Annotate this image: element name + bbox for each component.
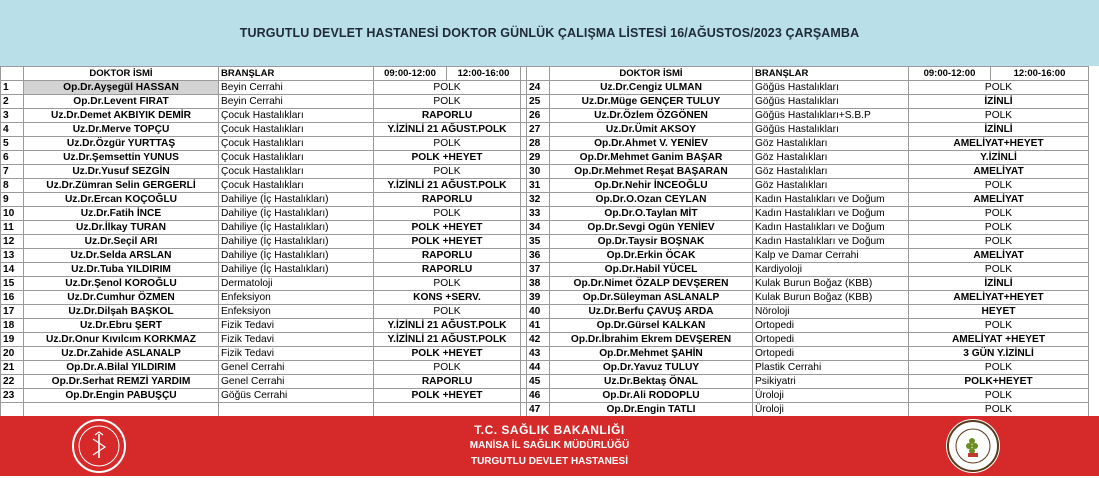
branch-cell[interactable]: Göğüs Hastalıkları xyxy=(753,123,909,137)
branch-cell[interactable]: Beyin Cerrahi xyxy=(219,81,374,95)
row-number[interactable]: 43 xyxy=(527,347,550,361)
doctor-name-cell[interactable]: Uz.Dr.Yusuf SEZGİN xyxy=(24,165,219,179)
schedule-cell[interactable]: AMELİYAT+HEYET xyxy=(909,137,1089,151)
branch-cell[interactable]: Göğüs Cerrahi xyxy=(219,389,374,403)
table-row xyxy=(1,291,1089,305)
schedule-cell[interactable]: POLK xyxy=(909,361,1089,375)
row-number[interactable]: 1 xyxy=(1,81,24,95)
schedule-cell[interactable]: POLK xyxy=(909,207,1089,221)
branch-cell[interactable]: Göz Hastalıkları xyxy=(753,137,909,151)
branch-cell[interactable]: Kalp ve Damar Cerrahi xyxy=(753,249,909,263)
schedule-cell[interactable]: AMELİYAT xyxy=(909,249,1089,263)
branch-cell[interactable]: Kardiyoloji xyxy=(753,263,909,277)
schedule-cell[interactable]: POLK xyxy=(374,137,521,151)
schedule-cell[interactable]: POLK xyxy=(374,361,521,375)
branch-cell[interactable]: Dahiliye (İç Hastalıkları) xyxy=(219,249,374,263)
doctor-name-cell[interactable]: Op.Dr.Mehmet ŞAHİN xyxy=(550,347,753,361)
branch-cell[interactable] xyxy=(219,403,374,417)
doctor-name-cell[interactable]: Op.Dr.Mehmet Reşat BAŞARAN xyxy=(550,165,753,179)
doctor-name-cell[interactable]: Uz.Dr.Demet AKBIYIK DEMİR xyxy=(24,109,219,123)
footer-banner xyxy=(0,416,1099,476)
row-number[interactable]: 30 xyxy=(527,165,550,179)
table-row xyxy=(1,123,1089,137)
header-branch: BRANŞLAR xyxy=(219,67,374,81)
row-number[interactable]: 6 xyxy=(1,151,24,165)
branch-cell[interactable]: Göğüs Hastalıkları xyxy=(753,81,909,95)
table-row xyxy=(1,165,1089,179)
branch-cell[interactable]: Göz Hastalıkları xyxy=(753,179,909,193)
doctor-name-cell[interactable]: Uz.Dr.Cengiz ULMAN xyxy=(550,81,753,95)
row-number[interactable]: 47 xyxy=(527,403,550,417)
row-number[interactable]: 14 xyxy=(1,263,24,277)
table-row xyxy=(1,193,1089,207)
schedule-table xyxy=(0,66,1089,417)
branch-cell[interactable]: Dahiliye (İç Hastalıkları) xyxy=(219,193,374,207)
branch-cell[interactable]: Enfeksiyon xyxy=(219,305,374,319)
doctor-name-cell[interactable]: Op.Dr.Gürsel KALKAN xyxy=(550,319,753,333)
table-row xyxy=(1,207,1089,221)
schedule-cell[interactable]: AMELİYAT xyxy=(909,193,1089,207)
branch-cell[interactable]: Ortopedi xyxy=(753,333,909,347)
row-number[interactable]: 21 xyxy=(1,361,24,375)
schedule-cell[interactable]: RAPORLU xyxy=(374,375,521,389)
row-number[interactable]: 4 xyxy=(1,123,24,137)
schedule-cell[interactable]: İZİNLİ xyxy=(909,95,1089,109)
row-number[interactable]: 16 xyxy=(1,291,24,305)
schedule-cell[interactable]: POLK xyxy=(909,403,1089,417)
schedule-cell[interactable]: POLK xyxy=(374,95,521,109)
schedule-cell[interactable]: POLK xyxy=(909,179,1089,193)
header-afternoon: 12:00-16:00 xyxy=(991,67,1089,81)
header-morning: 09:00-12:00 xyxy=(374,67,447,81)
branch-cell[interactable]: Genel Cerrahi xyxy=(219,375,374,389)
doctor-name-cell[interactable]: Op.Dr.Nehir İNCEOĞLU xyxy=(550,179,753,193)
row-number[interactable]: 26 xyxy=(527,109,550,123)
hospital-logo-icon xyxy=(946,419,1000,473)
row-number[interactable]: 32 xyxy=(527,193,550,207)
table-row xyxy=(1,95,1089,109)
doctor-name-cell[interactable]: Uz.Dr.Özlem ÖZGÖNEN xyxy=(550,109,753,123)
branch-cell[interactable]: Fizik Tedavi xyxy=(219,319,374,333)
doctor-name-cell[interactable]: Op.Dr.Ayşegül HASSAN xyxy=(24,81,219,95)
doctor-name-cell[interactable]: Uz.Dr.Özgür YURTTAŞ xyxy=(24,137,219,151)
row-number[interactable]: 5 xyxy=(1,137,24,151)
table-row xyxy=(1,221,1089,235)
row-number[interactable]: 45 xyxy=(527,375,550,389)
schedule-cell[interactable]: RAPORLU xyxy=(374,193,521,207)
branch-cell[interactable]: Fizik Tedavi xyxy=(219,333,374,347)
schedule-cell[interactable]: POLK xyxy=(374,305,521,319)
doctor-name-cell[interactable]: Uz.Dr.Tuba YILDIRIM xyxy=(24,263,219,277)
row-number[interactable]: 23 xyxy=(1,389,24,403)
doctor-name-cell[interactable]: Uz.Dr.Zahide ASLANALP xyxy=(24,347,219,361)
table-row xyxy=(1,389,1089,403)
schedule-cell[interactable]: POLK xyxy=(909,221,1089,235)
row-number[interactable]: 17 xyxy=(1,305,24,319)
schedule-cell[interactable]: Y.İZİNLİ 21 AĞUST.POLK xyxy=(374,333,521,347)
doctor-name-cell[interactable]: Op.Dr.Taysir BOŞNAK xyxy=(550,235,753,249)
branch-cell[interactable]: Üroloji xyxy=(753,389,909,403)
branch-cell[interactable]: Ortopedi xyxy=(753,347,909,361)
doctor-name-cell[interactable]: Uz.Dr.Bektaş ÖNAL xyxy=(550,375,753,389)
branch-cell[interactable]: Kulak Burun Boğaz (KBB) xyxy=(753,291,909,305)
branch-cell[interactable]: Dahiliye (İç Hastalıkları) xyxy=(219,263,374,277)
schedule-cell[interactable]: AMELİYAT +HEYET xyxy=(909,333,1089,347)
header-morning: 09:00-12:00 xyxy=(909,67,991,81)
branch-cell[interactable]: Fizik Tedavi xyxy=(219,347,374,361)
row-number[interactable]: 19 xyxy=(1,333,24,347)
header-afternoon: 12:00-16:00 xyxy=(447,67,521,81)
schedule-cell[interactable]: Y.İZİNLİ 21 AĞUST.POLK xyxy=(374,123,521,137)
branch-cell[interactable]: Kadın Hastalıkları ve Doğum xyxy=(753,221,909,235)
schedule-cell[interactable]: POLK xyxy=(909,81,1089,95)
table-row xyxy=(1,137,1089,151)
branch-cell[interactable]: Nöroloji xyxy=(753,305,909,319)
doctor-name-cell[interactable]: Uz.Dr.Onur Kıvılcım KORKMAZ xyxy=(24,333,219,347)
header-num xyxy=(1,67,24,81)
branch-cell[interactable]: Göğüs Hastalıkları+S.B.P xyxy=(753,109,909,123)
table-row xyxy=(1,305,1089,319)
table-row xyxy=(1,375,1089,389)
doctor-name-cell[interactable]: Op.Dr.O.Ozan CEYLAN xyxy=(550,193,753,207)
doctor-name-cell[interactable]: Op.Dr.Mehmet Ganim BAŞAR xyxy=(550,151,753,165)
doctor-name-cell[interactable]: Op.Dr.Erkin ÖCAK xyxy=(550,249,753,263)
schedule-cell[interactable]: RAPORLU xyxy=(374,109,521,123)
schedule-cell[interactable]: AMELİYAT xyxy=(909,165,1089,179)
schedule-cell[interactable]: AMELİYAT+HEYET xyxy=(909,291,1089,305)
schedule-cell[interactable]: POLK +HEYET xyxy=(374,389,521,403)
row-number[interactable]: 10 xyxy=(1,207,24,221)
branch-cell[interactable]: Kadın Hastalıkları ve Doğum xyxy=(753,193,909,207)
row-number[interactable]: 31 xyxy=(527,179,550,193)
branch-cell[interactable]: Çocuk Hastalıkları xyxy=(219,165,374,179)
row-number[interactable]: 7 xyxy=(1,165,24,179)
table-row xyxy=(1,319,1089,333)
branch-cell[interactable]: Çocuk Hastalıkları xyxy=(219,151,374,165)
header-row xyxy=(1,67,1089,81)
row-number[interactable]: 29 xyxy=(527,151,550,165)
branch-cell[interactable]: Dermatoloji xyxy=(219,277,374,291)
branch-cell[interactable]: Ortopedi xyxy=(753,319,909,333)
table-row xyxy=(1,235,1089,249)
doctor-name-cell[interactable]: Op.Dr.Levent FIRAT xyxy=(24,95,219,109)
schedule-cell[interactable]: İZİNLİ xyxy=(909,123,1089,137)
table-row xyxy=(1,277,1089,291)
doctor-name-cell[interactable]: Uz.Dr.Cumhur ÖZMEN xyxy=(24,291,219,305)
row-number[interactable]: 8 xyxy=(1,179,24,193)
table-row xyxy=(1,179,1089,193)
table-row xyxy=(1,403,1089,417)
row-number[interactable]: 35 xyxy=(527,235,550,249)
schedule-cell[interactable]: RAPORLU xyxy=(374,249,521,263)
doctor-name-cell[interactable]: Uz.Dr.İlkay TURAN xyxy=(24,221,219,235)
schedule-cell[interactable]: POLK xyxy=(909,109,1089,123)
doctor-name-cell[interactable]: Uz.Dr.Seçil ARI xyxy=(24,235,219,249)
schedule-cell[interactable]: 3 GÜN Y.İZİNLİ xyxy=(909,347,1089,361)
doctor-name-cell[interactable]: Op.Dr.Engin PABUŞÇU xyxy=(24,389,219,403)
row-number[interactable]: 38 xyxy=(527,277,550,291)
row-number[interactable]: 2 xyxy=(1,95,24,109)
doctor-name-cell[interactable]: Uz.Dr.Fatih İNCE xyxy=(24,207,219,221)
schedule-cell[interactable]: POLK +HEYET xyxy=(374,235,521,249)
row-number[interactable]: 12 xyxy=(1,235,24,249)
doctor-name-cell[interactable]: Op.Dr.Yavuz TULUY xyxy=(550,361,753,375)
branch-cell[interactable]: Çocuk Hastalıkları xyxy=(219,179,374,193)
row-number[interactable]: 13 xyxy=(1,249,24,263)
schedule-cell[interactable]: POLK xyxy=(374,277,521,291)
row-number[interactable]: 33 xyxy=(527,207,550,221)
row-number[interactable]: 3 xyxy=(1,109,24,123)
row-number[interactable]: 11 xyxy=(1,221,24,235)
branch-cell[interactable]: Dahiliye (İç Hastalıkları) xyxy=(219,221,374,235)
doctor-name-cell[interactable]: Op.Dr.Ahmet V. YENİEV xyxy=(550,137,753,151)
doctor-name-cell[interactable]: Op.Dr.O.Taylan MİT xyxy=(550,207,753,221)
doctor-name-cell[interactable]: Uz.Dr.Berfu ÇAVUŞ ARDA xyxy=(550,305,753,319)
row-number[interactable]: 36 xyxy=(527,249,550,263)
doctor-name-cell[interactable] xyxy=(24,403,219,417)
schedule-cell[interactable]: POLK+HEYET xyxy=(909,375,1089,389)
page-title: TURGUTLU DEVLET HASTANESİ DOKTOR GÜNLÜK ÇALIŞMA LİSTESİ 16/AĞUSTOS/2023 ÇARŞAMBA xyxy=(239,26,860,40)
branch-cell[interactable]: Dahiliye (İç Hastalıkları) xyxy=(219,235,374,249)
branch-cell[interactable]: Göz Hastalıkları xyxy=(753,165,909,179)
header-doctor: DOKTOR İSMİ xyxy=(24,67,219,81)
table-row xyxy=(1,361,1089,375)
branch-cell[interactable]: Beyin Cerrahi xyxy=(219,95,374,109)
header-num xyxy=(527,67,550,81)
branch-cell[interactable]: Genel Cerrahi xyxy=(219,361,374,375)
row-number[interactable]: 37 xyxy=(527,263,550,277)
schedule-cell[interactable]: POLK +HEYET xyxy=(374,221,521,235)
schedule-cell[interactable]: Y.İZİNLİ 21 AĞUST.POLK xyxy=(374,319,521,333)
schedule-cell[interactable]: POLK +HEYET xyxy=(374,151,521,165)
doctor-name-cell[interactable]: Op.Dr.Engin TATLI xyxy=(550,403,753,417)
row-number[interactable]: 44 xyxy=(527,361,550,375)
row-number[interactable]: 24 xyxy=(527,81,550,95)
table-row xyxy=(1,109,1089,123)
doctor-name-cell[interactable]: Op.Dr.Ali RODOPLU xyxy=(550,389,753,403)
row-number[interactable]: 15 xyxy=(1,277,24,291)
branch-cell[interactable]: Göz Hastalıkları xyxy=(753,151,909,165)
row-number[interactable]: 22 xyxy=(1,375,24,389)
branch-cell[interactable]: Kadın Hastalıkları ve Doğum xyxy=(753,207,909,221)
branch-cell[interactable]: Göğüs Hastalıkları xyxy=(753,95,909,109)
schedule-body xyxy=(1,67,1089,417)
row-number[interactable]: 9 xyxy=(1,193,24,207)
row-number[interactable]: 41 xyxy=(527,319,550,333)
branch-cell[interactable]: Enfeksiyon xyxy=(219,291,374,305)
branch-cell[interactable]: Plastik Cerrahi xyxy=(753,361,909,375)
schedule-cell[interactable]: POLK xyxy=(374,165,521,179)
schedule-cell[interactable]: Y.İZİNLİ 21 AĞUST.POLK xyxy=(374,179,521,193)
row-number[interactable]: 27 xyxy=(527,123,550,137)
schedule-cell[interactable] xyxy=(374,403,521,417)
footer-ministry: T.C. SAĞLIK BAKANLIĞI xyxy=(474,423,625,437)
branch-cell[interactable]: Kadın Hastalıkları ve Doğum xyxy=(753,235,909,249)
schedule-cell[interactable]: Y.İZİNLİ xyxy=(909,151,1089,165)
table-row xyxy=(1,81,1089,95)
doctor-name-cell[interactable]: Uz.Dr.Selda ARSLAN xyxy=(24,249,219,263)
schedule-cell[interactable]: HEYET xyxy=(909,305,1089,319)
row-number[interactable]: 18 xyxy=(1,319,24,333)
row-number[interactable]: 28 xyxy=(527,137,550,151)
branch-cell[interactable]: Dahiliye (İç Hastalıkları) xyxy=(219,207,374,221)
doctor-name-cell[interactable]: Op.Dr.Süleyman ASLANALP xyxy=(550,291,753,305)
doctor-name-cell[interactable]: Op.Dr.Serhat REMZİ YARDIM xyxy=(24,375,219,389)
schedule-cell[interactable]: POLK xyxy=(909,389,1089,403)
branch-cell[interactable]: Psikiyatri xyxy=(753,375,909,389)
schedule-cell[interactable]: POLK xyxy=(909,235,1089,249)
doctor-name-cell[interactable]: Uz.Dr.Zümran Selin GERGERLİ xyxy=(24,179,219,193)
doctor-name-cell[interactable]: Op.Dr.A.Bilal YILDIRIM xyxy=(24,361,219,375)
doctor-name-cell[interactable]: Op.Dr.Habil YÜCEL xyxy=(550,263,753,277)
header-branch: BRANŞLAR xyxy=(753,67,909,81)
doctor-name-cell[interactable]: Uz.Dr.Ümit AKSOY xyxy=(550,123,753,137)
table-row xyxy=(1,263,1089,277)
doctor-name-cell[interactable]: Uz.Dr.Ebru ŞERT xyxy=(24,319,219,333)
footer-directorate: MANİSA İL SAĞLIK MÜDÜRLÜĞÜ xyxy=(469,440,630,451)
title-bar xyxy=(0,0,1099,66)
row-number[interactable]: 40 xyxy=(527,305,550,319)
schedule-cell[interactable]: RAPORLU xyxy=(374,263,521,277)
branch-cell[interactable]: Çocuk Hastalıkları xyxy=(219,137,374,151)
doctor-name-cell[interactable]: Uz.Dr.Dilşah BAŞKOL xyxy=(24,305,219,319)
branch-cell[interactable]: Çocuk Hastalıkları xyxy=(219,109,374,123)
table-row xyxy=(1,151,1089,165)
schedule-cell[interactable]: POLK xyxy=(374,81,521,95)
row-number[interactable]: 25 xyxy=(527,95,550,109)
doctor-name-cell[interactable]: Uz.Dr.Şemsettin YUNUS xyxy=(24,151,219,165)
header-doctor: DOKTOR İSMİ xyxy=(550,67,753,81)
branch-cell[interactable]: Üroloji xyxy=(753,403,909,417)
schedule-cell[interactable]: İZİNLİ xyxy=(909,277,1089,291)
doctor-name-cell[interactable]: Uz.Dr.Merve TOPÇU xyxy=(24,123,219,137)
row-number[interactable]: 20 xyxy=(1,347,24,361)
branch-cell[interactable]: Kulak Burun Boğaz (KBB) xyxy=(753,277,909,291)
doctor-name-cell[interactable]: Uz.Dr.Ercan KOÇOĞLU xyxy=(24,193,219,207)
table-row xyxy=(1,347,1089,361)
schedule-cell[interactable]: KONS +SERV. xyxy=(374,291,521,305)
row-number[interactable]: 42 xyxy=(527,333,550,347)
doctor-name-cell[interactable]: Op.Dr.Sevgi Ogün YENİEV xyxy=(550,221,753,235)
row-number[interactable]: 46 xyxy=(527,389,550,403)
doctor-name-cell[interactable]: Uz.Dr.Şenol KOROĞLU xyxy=(24,277,219,291)
schedule-cell[interactable]: POLK xyxy=(909,319,1089,333)
doctor-name-cell[interactable]: Op.Dr.Nimet ÖZALP DEVŞEREN xyxy=(550,277,753,291)
row-number[interactable]: 39 xyxy=(527,291,550,305)
row-number[interactable] xyxy=(1,403,24,417)
footer-hospital: TURGUTLU DEVLET HASTANESİ xyxy=(470,456,629,467)
branch-cell[interactable]: Çocuk Hastalıkları xyxy=(219,123,374,137)
row-number[interactable]: 34 xyxy=(527,221,550,235)
schedule-cell[interactable]: POLK xyxy=(909,263,1089,277)
schedule-cell[interactable]: POLK +HEYET xyxy=(374,347,521,361)
doctor-name-cell[interactable]: Uz.Dr.Müge GENÇER TULUY xyxy=(550,95,753,109)
table-row xyxy=(1,249,1089,263)
table-row xyxy=(1,333,1089,347)
doctor-name-cell[interactable]: Op.Dr.İbrahim Ekrem DEVŞEREN xyxy=(550,333,753,347)
schedule-cell[interactable]: POLK xyxy=(374,207,521,221)
